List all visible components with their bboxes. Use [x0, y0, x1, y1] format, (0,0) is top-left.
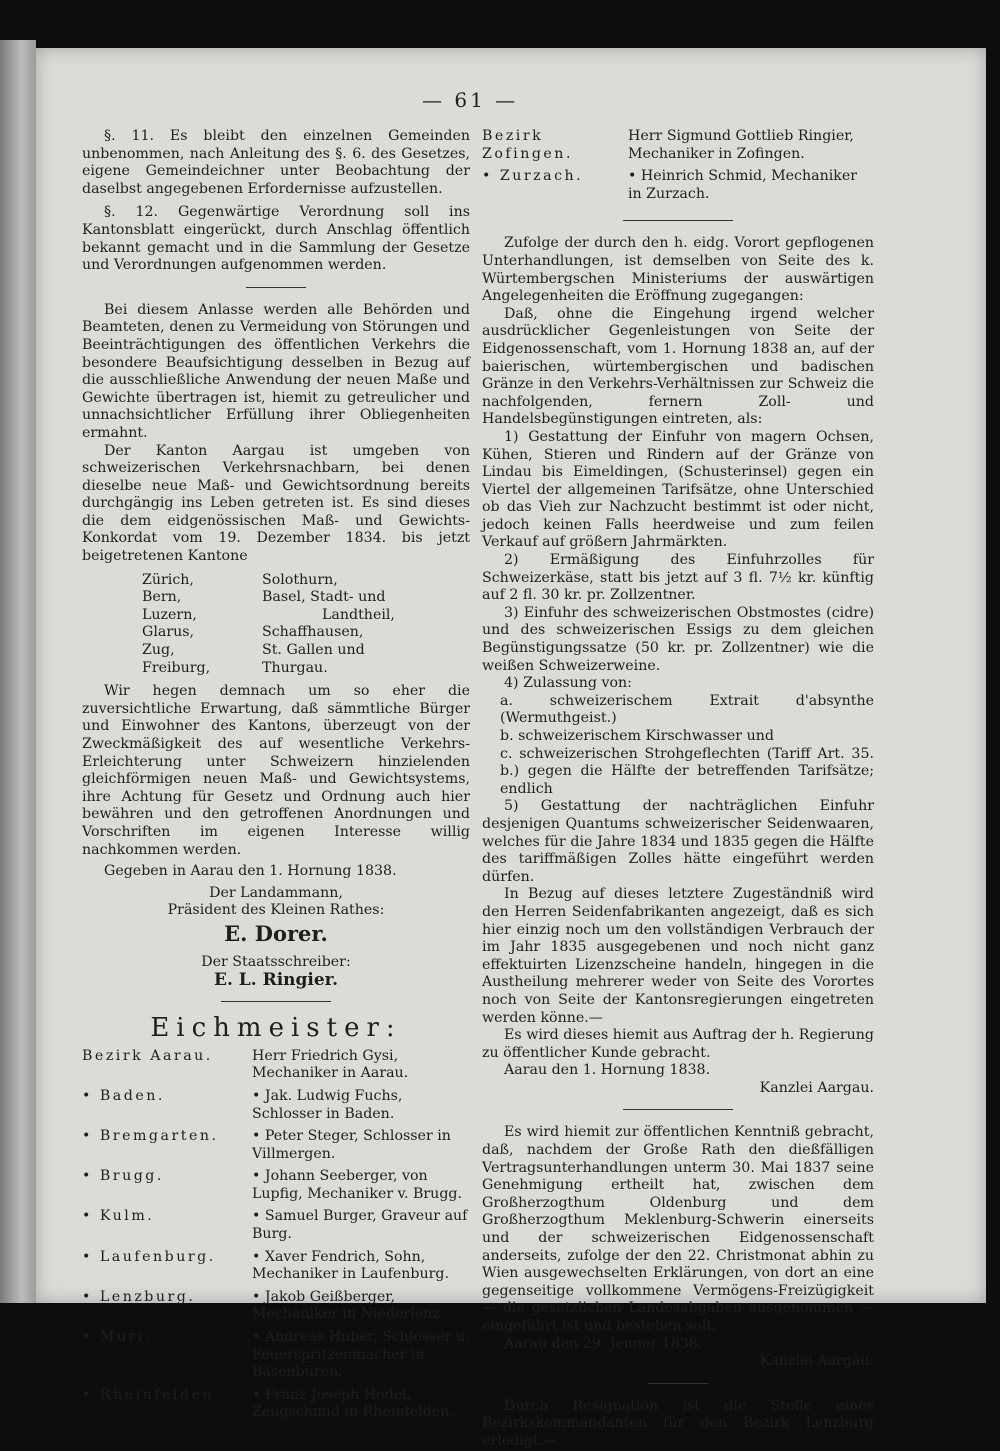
person: • Jak. Ludwig Fuchs, Schlosser in Baden.	[252, 1087, 403, 1122]
canton: Zürich,	[142, 571, 194, 588]
district: • Bremgarten.	[82, 1128, 219, 1145]
item-3: 3) Einfuhr des schweizerischen Obstmostes (cidre) und des schweizerischen Essigs zu dem gleichen Begünstigungssatze (50 kr. pr. Zollzentner) wie die weißen Schweizerweine.	[482, 604, 874, 674]
person: • Xaver Fendrich, Sohn, Mechaniker in Laufenburg.	[252, 1248, 450, 1283]
item-4-b: b. schweizerischem Kirschwasser und	[500, 728, 774, 744]
paragraph-11: §. 11. Es bleibt den einzelnen Gemeinden unbenommen, nach Anleitung des §. 6. des Gesetzes, eigene Gemeindeichner unter Beobachtung der daselbst angegebenen Erfordernisse aufzustellen.	[82, 128, 470, 197]
district: Bezirk Zofingen.	[482, 128, 573, 162]
canton: Luzern,	[142, 606, 197, 623]
eichmeister-table-continued	[482, 128, 874, 208]
canton: Schaffhausen,	[262, 624, 364, 641]
paragraph-wuerttemberg: Zufolge der durch den h. eidg. Vorort gepflogenen Unterhandlungen, ist demselben von Seite des k. Würtembergschen Ministeriums der auswärtigen Angelegenheiten die Eröffnung zugegangen:	[482, 235, 874, 305]
item-4	[482, 675, 874, 798]
district: Bezirk Aarau.	[82, 1047, 213, 1064]
dateline-1: Aarau den 1. Hornung 1838.	[504, 1062, 711, 1079]
person: Herr Friedrich Gysi, Mechaniker in Aarau.	[252, 1047, 409, 1082]
table-row	[82, 1387, 470, 1427]
left-column	[82, 128, 470, 1427]
canton: Thurgau.	[262, 659, 328, 676]
table-row	[482, 128, 874, 168]
signature-kanzlei-1: Kanzlei Aargau.	[759, 1079, 874, 1096]
person: • Samuel Burger, Graveur auf Burg.	[252, 1208, 468, 1243]
dateline: Gegeben in Aarau den 1. Hornung 1838.	[104, 863, 397, 880]
divider	[648, 1383, 708, 1384]
district: • Muri.	[82, 1329, 152, 1346]
canton: Freiburg,	[142, 659, 211, 676]
item-4-a: a. schweizerischem Extrait d'absynthe (Wermuthgeist.)	[500, 692, 874, 727]
canton: Solothurn,	[262, 571, 338, 588]
table-row	[82, 1168, 470, 1208]
paragraph-freizuegigkeit: Es wird hiemit zur öffentlichen Kenntniß gebracht, daß, nachdem der Große Rath den dießfälligen Vertragsunterhandlungen unterm 30. Mai 1837 seine Genehmigung ertheilt hat, zwischen dem Großherzogthum Oldenburg und dem Großherzogthum Meklenburg-Schwerin einerseits und der schweizerischen Eidgenossenschaft anderseits, zufolge der den 22. Christmonat abhin zu Wien ausgewechselten Erklärungen, von dort an eine gegenseitige vollkommene Vermögens-Freizügigkeit — die gesetzlichen Landesabgaben ausgenommen — eingeführt ist und bestehen soll.	[482, 1124, 874, 1334]
paragraph-neighbours: Der Kanton Aargau ist umgeben von schweizerischen Verkehrsnachbarn, bei denen dieselbe neue Maß- und Gewichtsordnung bereits durchgängig ins Leben getreten ist. Es sind dieses die dem eidgenössischen Maß- und Gewichts-Konkordat vom 19. Dezember 1834. bis jetzt beigetretenen Kantone	[82, 442, 470, 565]
canton: St. Gallen und	[262, 642, 365, 659]
landammann-title: Der Landammann,	[209, 884, 343, 901]
person: • Franz Joseph Hodel, Zeugschmid in Rheinfelden.	[252, 1386, 454, 1421]
right-column	[482, 128, 874, 1451]
book-spine	[0, 40, 36, 1303]
district: • Kulm.	[82, 1208, 155, 1225]
person: • Heinrich Schmid, Mechaniker in Zurzach.	[628, 168, 858, 202]
divider	[623, 220, 733, 221]
canton: Zug,	[142, 642, 175, 659]
district: • Lenzburg.	[82, 1288, 196, 1305]
table-row	[82, 1289, 470, 1329]
paragraph-resignation: Durch Resignation ist die Stelle eines Bezirkskommandanten für den Bezirk Lenzburg erledigt.—	[482, 1397, 874, 1449]
item-5: 5) Gestattung der nachträglichen Einfuhr desjenigen Quantums schweizerischer Seidenwaaren, welches für die Jahre 1834 und 1835 gegen die Hälfte des tariffmäßigen Zolles hätte eingeführt werden dürfen.	[482, 798, 874, 885]
paragraph-authorities: Bei diesem Anlasse werden alle Behörden und Beamteten, denen zu Vermeidung von Störungen und Beeinträchtigungen des öffentlichen Verkehrs die besondere Beaufsichtigung desselben in Bezug auf die ausschließliche Anwendung der neuen Maße und Gewichte übertragen ist, hiemit zu getreulicher und unnachsichtlicher Erfüllung ihrer Obliegenheiten ermahnt.	[82, 301, 470, 441]
person: • Johann Seeberger, von Lupfig, Mechaniker v. Brugg.	[252, 1168, 462, 1202]
page-number: — 61 —	[422, 88, 519, 112]
district: • Rheinfelden.	[82, 1386, 222, 1403]
district: • Brugg.	[82, 1168, 164, 1185]
item-1: 1) Gestattung der Einfuhr von magern Ochsen, Kühen, Stieren und Rindern auf der Gränze von Lindau bis Eimeldingen, (Schusterinsel) gegen ein Viertel der allgemeinen Tarifsätze, ohne Unterschied ob das Vieh zur Nachzucht bestimmt ist oder nicht, jedoch keinen Falls heerdweise und zum feilen Verkauf auf größern Jahrmärkten.	[482, 428, 874, 551]
item-2: 2) Ermäßigung des Einfuhrzolles für Schweizerkäse, statt bis jetzt auf 3 fl. 7½ kr. künftig auf 2 fl. 30 kr. pr. Zollzentner.	[482, 552, 874, 604]
canton: Basel, Stadt- und	[262, 589, 386, 606]
dateline-2: Aarau den 29. Jenner 1838.	[504, 1335, 703, 1352]
table-row	[82, 1088, 470, 1128]
paragraph-concessions: Daß, ohne die Eingehung irgend welcher ausdrücklicher Gegenleistungen von Seite der Eidgenossenschaft, vom 1. Hornung 1838 an, auf der baierischen, würtembergischen und badischen Gränze in den Verkehrs-Verhältnissen zur Schweiz die nachfolgenden, fernern Zoll- und Handelsbegünstigungen eintreten, als:	[482, 305, 874, 428]
item-4-c: c. schweizerischen Strohgeflechten (Tariff Art. 35. b.) gegen die Hälfte der betreffenden Tarifsätze; endlich	[500, 745, 874, 797]
item-4-head: 4) Zulassung von:	[504, 675, 632, 692]
table-row	[82, 1208, 470, 1248]
staatsschreiber-title: Der Staatsschreiber:	[201, 953, 351, 970]
table-row	[482, 168, 874, 208]
cantons-list	[142, 572, 470, 678]
table-row	[82, 1048, 470, 1088]
divider	[221, 1001, 331, 1002]
district: • Baden.	[82, 1087, 165, 1104]
eichmeister-table	[82, 1048, 470, 1427]
district: • Zurzach.	[482, 168, 584, 185]
district: • Laufenburg.	[82, 1248, 216, 1265]
paragraph-expectation: Wir hegen demnach um so eher die zuversichtliche Erwartung, daß sämmtliche Bürger und Einwohner des Kantons, überzeugt von der Zweckmäßigkeit des auf wesentliche Verkehrs-Erleichterung unter Schweizern hinzielenden gleichförmigen neuen Maß- und Gewichtsystems, ihre Achtung für Gesetz und Ordnung auch hier bewähren und den getroffenen Anordnungen und Vorschriften im eigenen Interesse willig nachkommen werden.	[82, 683, 470, 858]
divider	[623, 1109, 733, 1110]
paragraph-silk: In Bezug auf dieses letztere Zugeständniß wird den Herren Seidenfabrikanten angezeigt, daß es sich hier einzig noch um den vollständigen Verbrauch der im Jahr 1835 ausgegebenen und noch nicht ganz effektuirten Lizenzscheine handeln, hingegen in die Austheilung mehrerer weder von Seite des Vorortes noch von Seite der Kantonsregierungen eingetreten werden könne.—	[482, 886, 874, 1026]
person: • Jakob Geißberger, Mechaniker in Niederlenz.	[252, 1288, 445, 1323]
signature-dorer: E. Dorer.	[224, 920, 328, 946]
canton: Landtheil,	[322, 606, 395, 623]
eichmeister-heading: Eichmeister:	[150, 1013, 402, 1044]
person: Herr Sigmund Gottlieb Ringier, Mechaniker in Zofingen.	[628, 128, 854, 162]
table-row	[82, 1249, 470, 1289]
signature-kanzlei-2: Kanzlei Aargau.	[759, 1353, 874, 1370]
signature-ringier: E. L. Ringier.	[213, 969, 338, 990]
president-title: Präsident des Kleinen Rathes:	[167, 902, 385, 919]
table-row	[82, 1128, 470, 1168]
canton: Bern,	[142, 589, 182, 606]
canton: Glarus,	[142, 624, 195, 641]
divider	[246, 287, 306, 288]
paragraph-publication: Es wird dieses hiemit aus Auftrag der h. Regierung zu öffentlicher Kunde gebracht.	[482, 1027, 874, 1061]
person: • Peter Steger, Schlosser in Villmergen.	[252, 1128, 451, 1162]
person: • Andreas Huber, Schlosser u. Feuerspritzenmacher in Bäsenbüren.	[252, 1329, 470, 1381]
table-row	[82, 1329, 470, 1387]
paragraph-12: §. 12. Gegenwärtige Verordnung soll ins Kantonsblatt eingerückt, durch Anschlag öffentlich bekannt gemacht und in die Sammlung der Gesetze und Verordnungen aufgenommen werden.	[82, 204, 470, 274]
